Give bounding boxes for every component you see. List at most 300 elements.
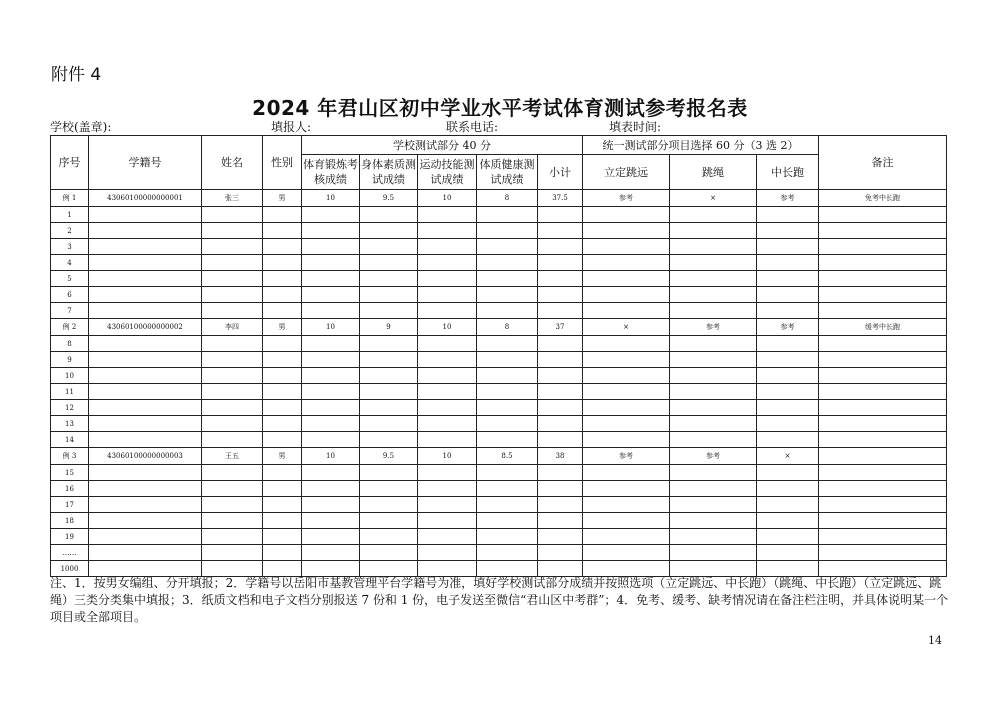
cell-mid-distance: 参考 xyxy=(757,190,819,207)
cell-physical-quality xyxy=(360,239,418,255)
cell-fitness-health xyxy=(477,255,538,271)
cell-rope-skip xyxy=(670,400,757,416)
cell-name xyxy=(202,255,263,271)
table-row xyxy=(51,432,947,448)
cell-motor-skill xyxy=(418,336,477,352)
cell-remarks xyxy=(819,513,947,529)
table-row xyxy=(51,513,947,529)
cell-remarks xyxy=(819,352,947,368)
cell-subtotal xyxy=(538,513,583,529)
cell-pe-exercise xyxy=(302,400,360,416)
cell-subtotal xyxy=(538,545,583,561)
cell-gender xyxy=(263,497,302,513)
cell-physical-quality: 9.5 xyxy=(360,448,418,465)
cell-motor-skill xyxy=(418,271,477,287)
cell-seq: 7 xyxy=(51,303,89,319)
cell-student-id xyxy=(89,223,202,239)
cell-mid-distance xyxy=(757,303,819,319)
cell-physical-quality xyxy=(360,529,418,545)
cell-remarks xyxy=(819,416,947,432)
header-remarks: 备注 xyxy=(819,136,947,190)
cell-motor-skill xyxy=(418,303,477,319)
cell-fitness-health xyxy=(477,384,538,400)
cell-pe-exercise: 10 xyxy=(302,190,360,207)
cell-subtotal xyxy=(538,529,583,545)
cell-pe-exercise xyxy=(302,255,360,271)
cell-fitness-health xyxy=(477,207,538,223)
cell-fitness-health xyxy=(477,497,538,513)
cell-gender xyxy=(263,368,302,384)
cell-seq: 15 xyxy=(51,465,89,481)
cell-subtotal xyxy=(538,384,583,400)
cell-motor-skill xyxy=(418,497,477,513)
cell-rope-skip xyxy=(670,416,757,432)
cell-physical-quality xyxy=(360,513,418,529)
cell-rope-skip xyxy=(670,287,757,303)
table-row xyxy=(51,239,947,255)
cell-pe-exercise xyxy=(302,497,360,513)
cell-student-id xyxy=(89,336,202,352)
cell-gender: 男 xyxy=(263,319,302,336)
cell-mid-distance xyxy=(757,336,819,352)
cell-motor-skill xyxy=(418,545,477,561)
cell-seq: 16 xyxy=(51,481,89,497)
cell-motor-skill xyxy=(418,384,477,400)
filler-label: 填报人: xyxy=(271,120,312,134)
cell-seq: 14 xyxy=(51,432,89,448)
cell-name: 王五 xyxy=(202,448,263,465)
cell-subtotal xyxy=(538,287,583,303)
cell-remarks: 缓考中长跑 xyxy=(819,319,947,336)
cell-remarks xyxy=(819,545,947,561)
cell-pe-exercise xyxy=(302,481,360,497)
cell-seq: 5 xyxy=(51,271,89,287)
table-row xyxy=(51,207,947,223)
cell-student-id xyxy=(89,497,202,513)
cell-physical-quality xyxy=(360,336,418,352)
cell-name xyxy=(202,545,263,561)
cell-motor-skill xyxy=(418,207,477,223)
cell-name xyxy=(202,465,263,481)
cell-rope-skip xyxy=(670,352,757,368)
date-label: 填表时间: xyxy=(609,120,662,134)
cell-remarks xyxy=(819,368,947,384)
cell-remarks xyxy=(819,239,947,255)
header-student-id: 学籍号 xyxy=(89,136,202,190)
cell-physical-quality xyxy=(360,416,418,432)
cell-subtotal xyxy=(538,432,583,448)
cell-standing-jump: 参考 xyxy=(583,190,670,207)
cell-name xyxy=(202,239,263,255)
cell-student-id xyxy=(89,368,202,384)
cell-name xyxy=(202,400,263,416)
cell-rope-skip xyxy=(670,384,757,400)
cell-remarks xyxy=(819,255,947,271)
cell-physical-quality: 9 xyxy=(360,319,418,336)
cell-physical-quality xyxy=(360,384,418,400)
cell-mid-distance: 参考 xyxy=(757,319,819,336)
cell-pe-exercise xyxy=(302,545,360,561)
cell-student-id xyxy=(89,416,202,432)
cell-student-id xyxy=(89,239,202,255)
table-row xyxy=(51,481,947,497)
cell-standing-jump xyxy=(583,400,670,416)
cell-rope-skip xyxy=(670,271,757,287)
cell-remarks: 免考中长跑 xyxy=(819,190,947,207)
cell-gender xyxy=(263,255,302,271)
cell-motor-skill xyxy=(418,352,477,368)
cell-physical-quality xyxy=(360,352,418,368)
header-unified-test-group: 统一测试部分项目选择 60 分（3 选 2） xyxy=(583,136,819,155)
cell-student-id xyxy=(89,271,202,287)
table-row xyxy=(51,400,947,416)
cell-pe-exercise xyxy=(302,287,360,303)
cell-standing-jump xyxy=(583,207,670,223)
attachment-label: 附件 4 xyxy=(51,65,102,85)
cell-gender xyxy=(263,416,302,432)
cell-subtotal xyxy=(538,416,583,432)
cell-fitness-health xyxy=(477,352,538,368)
cell-rope-skip xyxy=(670,513,757,529)
cell-standing-jump xyxy=(583,384,670,400)
cell-gender xyxy=(263,529,302,545)
cell-physical-quality xyxy=(360,545,418,561)
header-mid-distance: 中长跑 xyxy=(757,155,819,190)
cell-gender xyxy=(263,239,302,255)
cell-pe-exercise xyxy=(302,239,360,255)
cell-pe-exercise xyxy=(302,352,360,368)
cell-rope-skip xyxy=(670,432,757,448)
cell-mid-distance xyxy=(757,545,819,561)
cell-physical-quality xyxy=(360,207,418,223)
cell-fitness-health xyxy=(477,432,538,448)
cell-gender xyxy=(263,432,302,448)
cell-fitness-health xyxy=(477,465,538,481)
cell-remarks xyxy=(819,223,947,239)
cell-physical-quality: 9.5 xyxy=(360,190,418,207)
table-row xyxy=(51,497,947,513)
cell-student-id xyxy=(89,352,202,368)
cell-student-id: 43060100000000001 xyxy=(89,190,202,207)
cell-mid-distance xyxy=(757,223,819,239)
header-name: 姓名 xyxy=(202,136,263,190)
cell-name xyxy=(202,271,263,287)
cell-physical-quality xyxy=(360,465,418,481)
cell-rope-skip xyxy=(670,223,757,239)
cell-standing-jump xyxy=(583,368,670,384)
cell-name xyxy=(202,481,263,497)
cell-fitness-health xyxy=(477,545,538,561)
table-row xyxy=(51,287,947,303)
cell-rope-skip xyxy=(670,497,757,513)
cell-standing-jump xyxy=(583,545,670,561)
cell-mid-distance xyxy=(757,465,819,481)
cell-rope-skip xyxy=(670,481,757,497)
header-standing-jump: 立定跳远 xyxy=(583,155,670,190)
sample-row xyxy=(51,448,947,465)
cell-standing-jump xyxy=(583,255,670,271)
table-row xyxy=(51,384,947,400)
cell-rope-skip xyxy=(670,465,757,481)
cell-motor-skill xyxy=(418,465,477,481)
cell-remarks xyxy=(819,448,947,465)
cell-fitness-health xyxy=(477,368,538,384)
cell-seq: …… xyxy=(51,545,89,561)
cell-pe-exercise xyxy=(302,384,360,400)
cell-standing-jump xyxy=(583,481,670,497)
cell-fitness-health xyxy=(477,529,538,545)
cell-seq: 9 xyxy=(51,352,89,368)
cell-rope-skip xyxy=(670,529,757,545)
cell-motor-skill xyxy=(418,223,477,239)
cell-rope-skip: × xyxy=(670,190,757,207)
cell-pe-exercise xyxy=(302,529,360,545)
cell-rope-skip xyxy=(670,336,757,352)
cell-student-id xyxy=(89,400,202,416)
cell-motor-skill: 10 xyxy=(418,448,477,465)
cell-physical-quality xyxy=(360,287,418,303)
cell-student-id xyxy=(89,384,202,400)
cell-subtotal xyxy=(538,239,583,255)
cell-motor-skill xyxy=(418,368,477,384)
cell-name: 李四 xyxy=(202,319,263,336)
cell-subtotal: 38 xyxy=(538,448,583,465)
cell-mid-distance xyxy=(757,481,819,497)
cell-remarks xyxy=(819,207,947,223)
cell-fitness-health xyxy=(477,416,538,432)
cell-subtotal xyxy=(538,352,583,368)
cell-seq: 11 xyxy=(51,384,89,400)
cell-physical-quality xyxy=(360,303,418,319)
cell-gender xyxy=(263,287,302,303)
cell-subtotal xyxy=(538,400,583,416)
cell-subtotal xyxy=(538,303,583,319)
cell-remarks xyxy=(819,497,947,513)
cell-standing-jump: × xyxy=(583,319,670,336)
cell-pe-exercise xyxy=(302,336,360,352)
table-header xyxy=(51,136,947,190)
cell-remarks xyxy=(819,481,947,497)
cell-subtotal xyxy=(538,271,583,287)
cell-mid-distance xyxy=(757,368,819,384)
cell-remarks xyxy=(819,303,947,319)
cell-seq: 1 xyxy=(51,207,89,223)
cell-remarks xyxy=(819,529,947,545)
cell-pe-exercise xyxy=(302,465,360,481)
cell-seq: 12 xyxy=(51,400,89,416)
cell-standing-jump xyxy=(583,465,670,481)
cell-mid-distance xyxy=(757,239,819,255)
cell-seq: 4 xyxy=(51,255,89,271)
cell-mid-distance xyxy=(757,529,819,545)
cell-physical-quality xyxy=(360,368,418,384)
cell-motor-skill xyxy=(418,287,477,303)
cell-name xyxy=(202,207,263,223)
cell-student-id xyxy=(89,545,202,561)
cell-motor-skill xyxy=(418,416,477,432)
cell-pe-exercise xyxy=(302,271,360,287)
cell-name xyxy=(202,368,263,384)
cell-motor-skill xyxy=(418,481,477,497)
cell-subtotal xyxy=(538,223,583,239)
phone-label: 联系电话: xyxy=(446,120,499,134)
cell-mid-distance xyxy=(757,255,819,271)
cell-motor-skill xyxy=(418,529,477,545)
cell-student-id xyxy=(89,513,202,529)
cell-standing-jump xyxy=(583,287,670,303)
table-row xyxy=(51,545,947,561)
cell-physical-quality xyxy=(360,432,418,448)
cell-name xyxy=(202,223,263,239)
table-row xyxy=(51,352,947,368)
table-row xyxy=(51,416,947,432)
cell-mid-distance xyxy=(757,416,819,432)
cell-pe-exercise xyxy=(302,303,360,319)
cell-motor-skill: 10 xyxy=(418,190,477,207)
cell-standing-jump xyxy=(583,497,670,513)
table-row xyxy=(51,255,947,271)
cell-fitness-health xyxy=(477,223,538,239)
cell-pe-exercise xyxy=(302,513,360,529)
cell-subtotal xyxy=(538,368,583,384)
cell-physical-quality xyxy=(360,271,418,287)
cell-student-id xyxy=(89,465,202,481)
cell-gender xyxy=(263,400,302,416)
cell-mid-distance xyxy=(757,384,819,400)
cell-name xyxy=(202,497,263,513)
cell-mid-distance xyxy=(757,432,819,448)
cell-fitness-health: 8.5 xyxy=(477,448,538,465)
school-label: 学校(盖章): xyxy=(50,120,112,134)
cell-rope-skip xyxy=(670,239,757,255)
cell-standing-jump xyxy=(583,416,670,432)
cell-fitness-health xyxy=(477,336,538,352)
cell-standing-jump xyxy=(583,513,670,529)
cell-pe-exercise xyxy=(302,432,360,448)
cell-physical-quality xyxy=(360,400,418,416)
header-fitness-health: 体质健康测试成绩 xyxy=(477,155,538,190)
table-row xyxy=(51,271,947,287)
cell-seq: 17 xyxy=(51,497,89,513)
cell-gender xyxy=(263,545,302,561)
cell-student-id xyxy=(89,481,202,497)
cell-standing-jump: 参考 xyxy=(583,448,670,465)
cell-gender xyxy=(263,336,302,352)
cell-subtotal xyxy=(538,481,583,497)
cell-fitness-health xyxy=(477,400,538,416)
cell-seq: 3 xyxy=(51,239,89,255)
cell-seq: 18 xyxy=(51,513,89,529)
cell-standing-jump xyxy=(583,529,670,545)
cell-name: 张三 xyxy=(202,190,263,207)
header-seq: 序号 xyxy=(51,136,89,190)
cell-seq: 10 xyxy=(51,368,89,384)
cell-standing-jump xyxy=(583,223,670,239)
cell-seq: 19 xyxy=(51,529,89,545)
table-row xyxy=(51,368,947,384)
cell-student-id xyxy=(89,255,202,271)
cell-motor-skill xyxy=(418,255,477,271)
cell-rope-skip xyxy=(670,303,757,319)
table-row xyxy=(51,303,947,319)
cell-standing-jump xyxy=(583,432,670,448)
cell-gender xyxy=(263,465,302,481)
cell-rope-skip xyxy=(670,368,757,384)
cell-gender xyxy=(263,352,302,368)
cell-fitness-health: 8 xyxy=(477,319,538,336)
cell-physical-quality xyxy=(360,481,418,497)
cell-name xyxy=(202,513,263,529)
cell-subtotal xyxy=(538,207,583,223)
cell-pe-exercise xyxy=(302,368,360,384)
cell-rope-skip xyxy=(670,255,757,271)
cell-standing-jump xyxy=(583,352,670,368)
table-body xyxy=(51,190,947,577)
cell-remarks xyxy=(819,400,947,416)
cell-standing-jump xyxy=(583,336,670,352)
cell-name xyxy=(202,336,263,352)
cell-gender xyxy=(263,303,302,319)
cell-remarks xyxy=(819,465,947,481)
footnote: 注、1．按男女编组、分开填报；2．学籍号以岳阳市基教管理平台学籍号为准，填好学校测试部分成绩并按照选项（立定跳远、中长跑）（跳绳、中长跑）（立定跳远、跳绳）三类分类集中填报；3．纸质文档和电子文档分别报送 7 份和 1 份，电子发送至微信“君山区中考群”；4．免考、缓考、缺考情况请在备注栏注明，并具体说明某一个项目或全部项目。 xyxy=(50,576,949,624)
page-number: 14 xyxy=(928,634,942,647)
cell-rope-skip xyxy=(670,207,757,223)
cell-remarks xyxy=(819,287,947,303)
cell-seq: 6 xyxy=(51,287,89,303)
cell-remarks xyxy=(819,336,947,352)
cell-fitness-health: 8 xyxy=(477,190,538,207)
sample-row xyxy=(51,190,947,207)
cell-pe-exercise: 10 xyxy=(302,319,360,336)
cell-seq: 8 xyxy=(51,336,89,352)
cell-subtotal xyxy=(538,255,583,271)
cell-mid-distance xyxy=(757,400,819,416)
cell-gender xyxy=(263,271,302,287)
cell-remarks xyxy=(819,271,947,287)
cell-gender: 男 xyxy=(263,448,302,465)
cell-gender xyxy=(263,384,302,400)
cell-name xyxy=(202,416,263,432)
cell-rope-skip: 参考 xyxy=(670,448,757,465)
cell-physical-quality xyxy=(360,255,418,271)
header-pe-exercise: 体育锻炼考核成绩 xyxy=(302,155,360,190)
cell-pe-exercise xyxy=(302,207,360,223)
cell-seq: 2 xyxy=(51,223,89,239)
cell-pe-exercise xyxy=(302,416,360,432)
cell-seq: 1000 xyxy=(51,561,89,577)
cell-subtotal: 37.5 xyxy=(538,190,583,207)
cell-subtotal: 37 xyxy=(538,319,583,336)
cell-motor-skill xyxy=(418,400,477,416)
cell-fitness-health xyxy=(477,239,538,255)
cell-gender xyxy=(263,207,302,223)
cell-physical-quality xyxy=(360,223,418,239)
cell-name xyxy=(202,287,263,303)
cell-fitness-health xyxy=(477,513,538,529)
cell-student-id: 43060100000000002 xyxy=(89,319,202,336)
cell-mid-distance xyxy=(757,513,819,529)
table-row xyxy=(51,529,947,545)
cell-physical-quality xyxy=(360,497,418,513)
cell-rope-skip xyxy=(670,545,757,561)
cell-mid-distance xyxy=(757,352,819,368)
cell-standing-jump xyxy=(583,271,670,287)
cell-name xyxy=(202,352,263,368)
cell-student-id: 43060100000000003 xyxy=(89,448,202,465)
cell-mid-distance xyxy=(757,271,819,287)
cell-name xyxy=(202,432,263,448)
cell-name xyxy=(202,303,263,319)
